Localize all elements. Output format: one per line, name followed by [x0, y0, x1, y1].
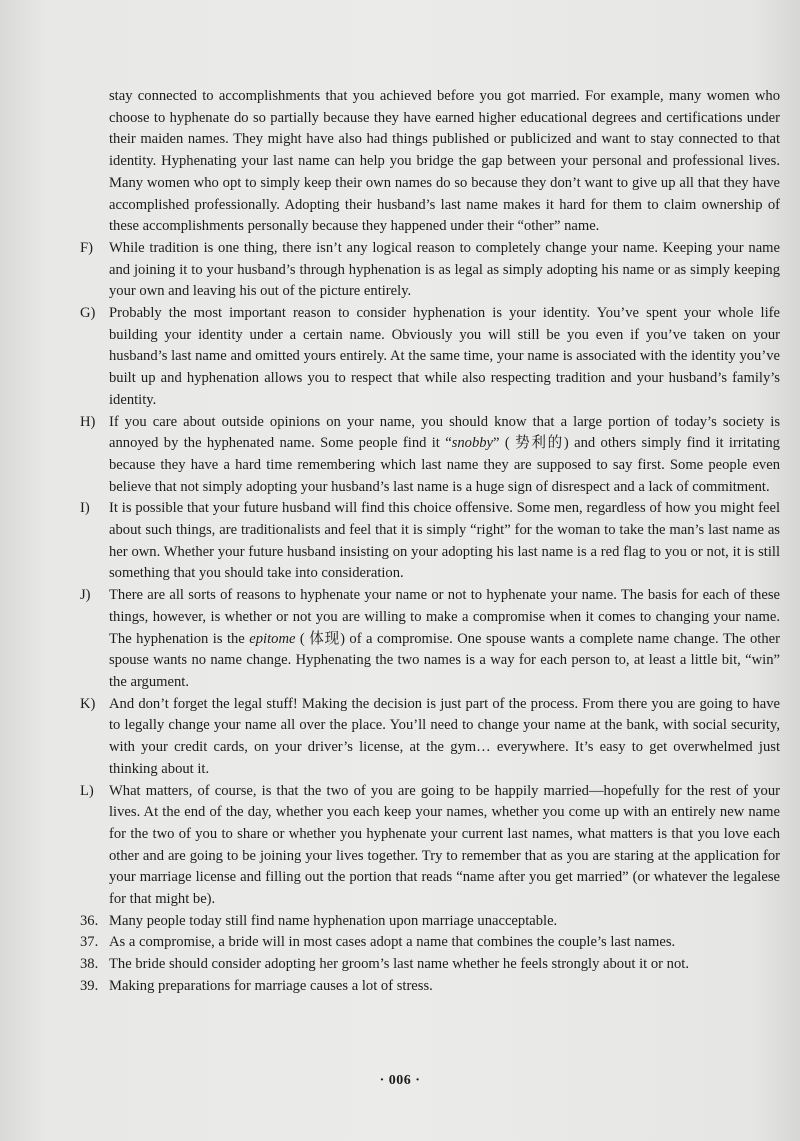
question-text: The bride should consider adopting her groom’s last name whether he feels strongly about it or not.: [109, 956, 689, 973]
paragraph-text: Probably the most important reason to consider hyphenation is your identity. You’ve spent your whole life building your identity under a certain name. Obviously you will still be you even if you’ve taken on your husband’s last name and omitted yours entirely. At the same time, your name is associated with the identity you’ve built up and hyphenation allows you to respect that while also respecting tradition and your husband’s family’s identity.: [109, 305, 780, 408]
paragraph-text: While tradition is one thing, there isn’t any logical reason to completely change your name. Keeping your name and joining it to your husband’s through hyphenation is as legal as simply adopting his name or as simply keeping your own and leaving his out of the picture entirely.: [109, 239, 780, 300]
question-text: As a compromise, a bride will in most cases adopt a name that combines the couple’s last names.: [109, 934, 676, 951]
glossed-word: epitome: [249, 630, 296, 647]
gloss: ” ( 势利的): [493, 435, 575, 452]
paragraph-text: And don’t forget the legal stuff! Making the decision is just part of the process. From there you are going to have to legally change your name all over the place. You’ll need to change your name at the bank, with social security, with your credit cards, on your driver’s license, at the gym… everywhere. It’s easy to get overwhelmed just thinking about it.: [109, 695, 780, 777]
paragraph-label: L): [80, 782, 94, 799]
page-number: · 006 ·: [379, 1073, 421, 1088]
paragraph-label: I): [80, 500, 90, 517]
question-39: [80, 976, 780, 998]
paragraph-label: K): [80, 695, 96, 712]
question-number: 36.: [80, 912, 99, 929]
paragraph-i: [80, 498, 780, 585]
paragraph-e-continuation: stay connected to accomplishments that you achieved before you got married. For example, many women who choose to hyphenate do so partially because they have earned higher educational degrees and certifications under their maiden names. They might have also had things published or publicized and want to stay connected to that identity. Hyphenating your last name can help you bridge the gap between your personal and professional lives. Many women who opt to simply keep their own names do so because they don’t want to give up all that they have accomplished professionally. Adopting their husband’s last name makes it hard for them to claim ownership of these accomplishments personally because they happened under their “other” name.: [109, 88, 780, 235]
paragraph-text: If you care about outside opinions on your name, you should know that a large portion of today’s society is annoyed by the hyphenated name. Some people find it “: [109, 413, 780, 452]
paragraph-j: [80, 585, 780, 694]
glossed-word: snobby: [451, 435, 494, 452]
paragraph-text: and others simply find it irritating because they have a hard time remembering which last name they are supposed to say first. Some people even believe that not simply adopting your husband’s last name is a huge sign of disrespect and a lack of commitment.: [109, 435, 780, 495]
question-number: 37.: [80, 934, 99, 951]
gloss: ( 体现): [295, 630, 350, 647]
question-36: [80, 911, 780, 933]
paragraph-label: F): [80, 239, 93, 256]
paragraph-text: There are all sorts of reasons to hyphenate your name or not to hyphenate your name. The basis for each of these things, however, is whether or not you are willing to make a compromise when it comes to changing your name. The hyphenation is the: [109, 587, 780, 647]
paragraph-k: [80, 694, 780, 781]
question-number: 39.: [80, 977, 99, 994]
question-number: 38.: [80, 956, 99, 973]
question-text: Making preparations for marriage causes a lot of stress.: [109, 977, 433, 994]
question-37: [80, 932, 780, 954]
paragraph-f: [80, 238, 780, 303]
paragraph-l: [80, 781, 780, 911]
paragraph-label: H): [80, 413, 96, 430]
question-38: [80, 954, 780, 976]
paragraph-text: It is possible that your future husband will find this choice offensive. Some men, regardless of how you might feel about such things, are traditionalists and feel that it is simply “right” for the woman to take the man’s last name as her own. Whether your future husband insisting on your adopting his last name is a red flag to you or not, it is still something that you should take into consideration.: [109, 500, 780, 582]
paragraph-text: What matters, of course, is that the two of you are going to be happily married—hopefully for the rest of your lives. At the end of the day, whether you each keep your names, whether you come up with an entirely new name for the two of you to share or whether you hyphenate your current last names, what matters is that you love each other and are going to be joining your lives together. Try to remember that as you are staring at the application for your marriage license and filling out the portion that reads “name after you get married” (or whatever the legalese for that might be).: [109, 782, 780, 908]
question-text: Many people today still find name hyphenation upon marriage unacceptable.: [109, 912, 558, 929]
reading-passage: [80, 86, 780, 998]
paragraph-h: [80, 412, 780, 499]
paragraph-g: [80, 303, 780, 412]
paragraph-label: G): [80, 305, 96, 322]
paragraph-label: J): [80, 587, 91, 604]
paragraph-text: of a compromise. One spouse wants a complete name change. The other spouse wants no name change. Hyphenating the two names is a way for each person to, at least a little bit, “win” the argument.: [109, 630, 780, 690]
